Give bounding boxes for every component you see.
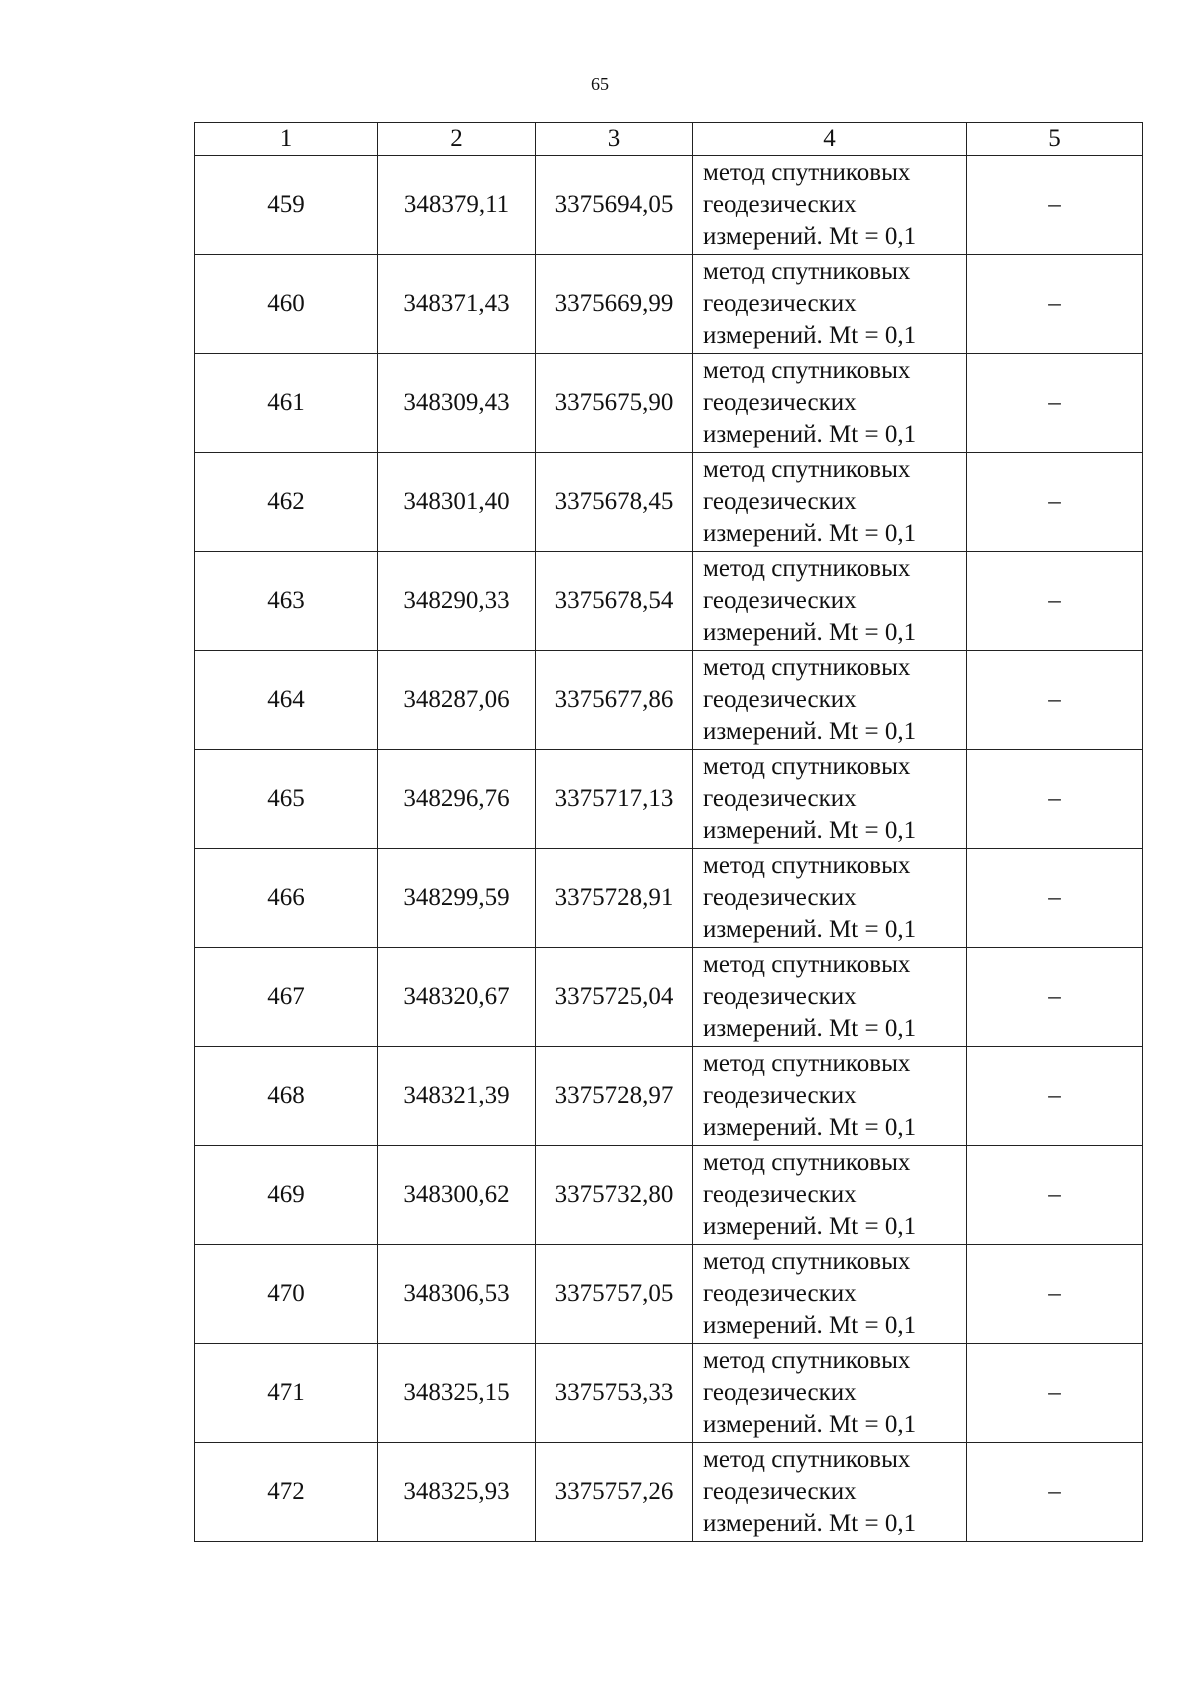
point-number-cell: 470 (195, 1245, 378, 1344)
y-coordinate-cell: 3375717,13 (536, 750, 693, 849)
point-number-cell: 468 (195, 1047, 378, 1146)
table-body (195, 156, 1143, 1542)
y-coordinate-cell: 3375694,05 (536, 156, 693, 255)
method-line: метод спутниковых (703, 1149, 911, 1176)
note-cell: – (967, 948, 1143, 1047)
method-line: метод спутниковых (703, 258, 911, 285)
method-line: геодезических (703, 983, 857, 1010)
method-cell (693, 948, 967, 1047)
note-cell: – (967, 651, 1143, 750)
table-row (195, 552, 1143, 651)
x-coordinate-cell: 348299,59 (378, 849, 536, 948)
method-line: измерений. Mt = 0,1 (703, 1015, 917, 1042)
method-line: измерений. Mt = 0,1 (703, 1312, 917, 1339)
y-coordinate-cell: 3375675,90 (536, 354, 693, 453)
method-line: метод спутниковых (703, 555, 911, 582)
y-coordinate-cell: 3375728,91 (536, 849, 693, 948)
note-cell: – (967, 156, 1143, 255)
point-number-cell: 463 (195, 552, 378, 651)
method-line: измерений. Mt = 0,1 (703, 916, 917, 943)
note-cell: – (967, 1146, 1143, 1245)
x-coordinate-cell: 348320,67 (378, 948, 536, 1047)
table-row (195, 1146, 1143, 1245)
note-cell: – (967, 1047, 1143, 1146)
point-number-cell: 460 (195, 255, 378, 354)
method-cell (693, 156, 967, 255)
point-number-cell: 464 (195, 651, 378, 750)
header-col-3: 3 (536, 123, 693, 156)
method-cell (693, 750, 967, 849)
method-line: геодезических (703, 1280, 857, 1307)
x-coordinate-cell: 348371,43 (378, 255, 536, 354)
y-coordinate-cell: 3375725,04 (536, 948, 693, 1047)
method-line: измерений. Mt = 0,1 (703, 322, 917, 349)
method-line: измерений. Mt = 0,1 (703, 1213, 917, 1240)
note-cell: – (967, 453, 1143, 552)
note-cell: – (967, 750, 1143, 849)
method-line: измерений. Mt = 0,1 (703, 817, 917, 844)
table-row (195, 849, 1143, 948)
table-row (195, 1443, 1143, 1542)
method-line: измерений. Mt = 0,1 (703, 718, 917, 745)
method-cell (693, 1443, 967, 1542)
x-coordinate-cell: 348287,06 (378, 651, 536, 750)
point-number-cell: 466 (195, 849, 378, 948)
x-coordinate-cell: 348300,62 (378, 1146, 536, 1245)
x-coordinate-cell: 348325,93 (378, 1443, 536, 1542)
method-line: геодезических (703, 686, 857, 713)
y-coordinate-cell: 3375677,86 (536, 651, 693, 750)
method-line: геодезических (703, 1379, 857, 1406)
method-cell (693, 849, 967, 948)
y-coordinate-cell: 3375678,54 (536, 552, 693, 651)
point-number-cell: 471 (195, 1344, 378, 1443)
method-line: метод спутниковых (703, 951, 911, 978)
header-col-4: 4 (693, 123, 967, 156)
method-line: метод спутниковых (703, 654, 911, 681)
method-line: метод спутниковых (703, 852, 911, 879)
note-cell: – (967, 1245, 1143, 1344)
method-line: метод спутниковых (703, 159, 911, 186)
method-cell (693, 1344, 967, 1443)
method-cell (693, 1146, 967, 1245)
x-coordinate-cell: 348321,39 (378, 1047, 536, 1146)
method-cell (693, 453, 967, 552)
point-number-cell: 461 (195, 354, 378, 453)
method-line: геодезических (703, 290, 857, 317)
header-col-1: 1 (195, 123, 378, 156)
y-coordinate-cell: 3375728,97 (536, 1047, 693, 1146)
y-coordinate-cell: 3375669,99 (536, 255, 693, 354)
table-row (195, 156, 1143, 255)
table-row (195, 453, 1143, 552)
note-cell: – (967, 552, 1143, 651)
method-line: метод спутниковых (703, 456, 911, 483)
table-row (195, 354, 1143, 453)
x-coordinate-cell: 348290,33 (378, 552, 536, 651)
method-line: метод спутниковых (703, 1050, 911, 1077)
method-line: геодезических (703, 884, 857, 911)
table-row (195, 255, 1143, 354)
method-cell (693, 552, 967, 651)
method-line: измерений. Mt = 0,1 (703, 619, 917, 646)
method-line: измерений. Mt = 0,1 (703, 1411, 917, 1438)
point-number-cell: 459 (195, 156, 378, 255)
method-line: геодезических (703, 191, 857, 218)
page-number: 65 (591, 74, 609, 94)
note-cell: – (967, 1344, 1143, 1443)
note-cell: – (967, 1443, 1143, 1542)
method-line: геодезических (703, 1478, 857, 1505)
note-cell: – (967, 354, 1143, 453)
note-cell: – (967, 255, 1143, 354)
method-line: метод спутниковых (703, 1347, 911, 1374)
method-cell (693, 1245, 967, 1344)
method-line: измерений. Mt = 0,1 (703, 1114, 917, 1141)
point-number-cell: 465 (195, 750, 378, 849)
method-cell (693, 651, 967, 750)
coordinates-table (194, 122, 1143, 1542)
method-line: измерений. Mt = 0,1 (703, 421, 917, 448)
note-cell: – (967, 849, 1143, 948)
y-coordinate-cell: 3375757,05 (536, 1245, 693, 1344)
method-line: геодезических (703, 488, 857, 515)
point-number-cell: 472 (195, 1443, 378, 1542)
method-line: геодезических (703, 587, 857, 614)
method-line: измерений. Mt = 0,1 (703, 1510, 917, 1537)
method-line: геодезических (703, 389, 857, 416)
y-coordinate-cell: 3375757,26 (536, 1443, 693, 1542)
method-cell (693, 354, 967, 453)
method-line: геодезических (703, 1181, 857, 1208)
method-line: метод спутниковых (703, 1248, 911, 1275)
x-coordinate-cell: 348306,53 (378, 1245, 536, 1344)
table-header (195, 123, 1143, 156)
table-row (195, 1245, 1143, 1344)
point-number-cell: 469 (195, 1146, 378, 1245)
point-number-cell: 467 (195, 948, 378, 1047)
method-line: измерений. Mt = 0,1 (703, 223, 917, 250)
point-number-cell: 462 (195, 453, 378, 552)
method-line: измерений. Mt = 0,1 (703, 520, 917, 547)
table-row (195, 948, 1143, 1047)
x-coordinate-cell: 348296,76 (378, 750, 536, 849)
x-coordinate-cell: 348301,40 (378, 453, 536, 552)
table-row (195, 651, 1143, 750)
x-coordinate-cell: 348379,11 (378, 156, 536, 255)
method-line: метод спутниковых (703, 1446, 911, 1473)
table-row (195, 750, 1143, 849)
header-col-2: 2 (378, 123, 536, 156)
method-line: геодезических (703, 785, 857, 812)
x-coordinate-cell: 348309,43 (378, 354, 536, 453)
table-row (195, 1047, 1143, 1146)
method-line: метод спутниковых (703, 357, 911, 384)
method-line: геодезических (703, 1082, 857, 1109)
y-coordinate-cell: 3375753,33 (536, 1344, 693, 1443)
x-coordinate-cell: 348325,15 (378, 1344, 536, 1443)
method-cell (693, 1047, 967, 1146)
method-line: метод спутниковых (703, 753, 911, 780)
header-col-5: 5 (967, 123, 1143, 156)
y-coordinate-cell: 3375678,45 (536, 453, 693, 552)
header-row (195, 123, 1143, 156)
table-row (195, 1344, 1143, 1443)
y-coordinate-cell: 3375732,80 (536, 1146, 693, 1245)
method-cell (693, 255, 967, 354)
